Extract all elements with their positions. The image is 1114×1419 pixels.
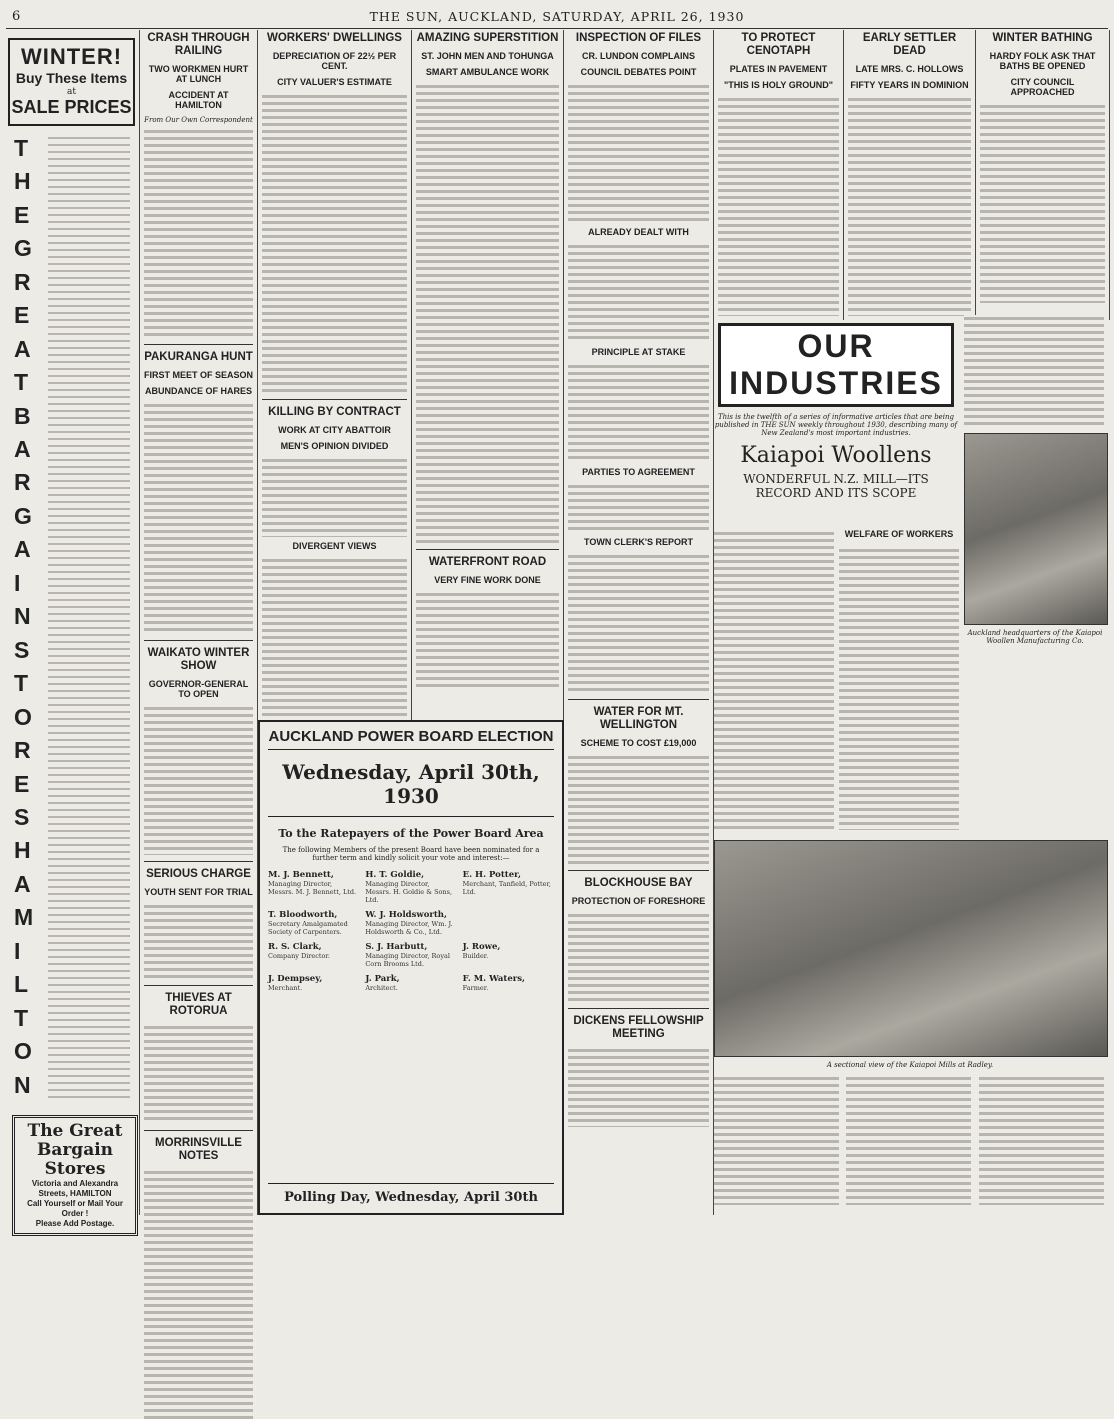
- subhead: PRINCIPLE AT STAKE: [591, 347, 686, 357]
- subhead: VERY FINE WORK DONE: [434, 575, 541, 585]
- photo-caption: Auckland headquarters of the Kaiapoi Woollen Manufacturing Co.: [967, 629, 1103, 645]
- article-crash: [140, 30, 258, 1215]
- candidate-name: E. H. Potter,: [462, 870, 521, 880]
- candidate: [365, 942, 456, 968]
- headline: AMAZING SUPERSTITION: [416, 32, 559, 44]
- body-text: [568, 243, 709, 343]
- bargain-ad-column: [4, 30, 140, 1228]
- subhead: "THIS IS HOLY GROUND": [723, 80, 834, 90]
- subhead: ABUNDANCE OF HARES: [144, 386, 252, 396]
- candidate: [463, 942, 554, 968]
- vertical-letter: G: [14, 502, 32, 529]
- vertical-letter: S: [14, 803, 30, 830]
- vertical-letter: T: [14, 1004, 29, 1031]
- body-text: [416, 591, 559, 691]
- kaiapoi-mills-photo: [714, 840, 1108, 1057]
- subhead: TWO WORKMEN HURT AT LUNCH: [148, 64, 249, 84]
- candidate-name: S. J. Harbutt,: [365, 942, 428, 952]
- headline: CRASH THROUGH RAILING: [147, 32, 250, 57]
- vertical-letter: R: [14, 469, 31, 496]
- winter-ad-header: [8, 38, 135, 126]
- candidate-description: Farmer.: [462, 984, 489, 992]
- store-address-3: Call Yourself or Mail Your: [27, 1199, 123, 1208]
- store-address-1: Victoria and Alexandra: [31, 1179, 119, 1188]
- vertical-letter: E: [14, 302, 30, 329]
- headline: WATER FOR MT. WELLINGTON: [593, 706, 684, 731]
- headline: TO PROTECT CENOTAPH: [741, 32, 816, 57]
- body-text: [144, 1024, 253, 1124]
- body-text: [964, 315, 1104, 425]
- subhead: PARTIES TO AGREEMENT: [582, 467, 695, 477]
- vertical-letter: G: [14, 235, 32, 262]
- vertical-letter: T: [14, 369, 29, 396]
- body-text: [144, 402, 253, 634]
- masthead: [6, 4, 1108, 29]
- vertical-letter: E: [14, 770, 30, 797]
- candidate-list: [268, 870, 554, 992]
- headline: EARLY SETTLER DEAD: [862, 32, 957, 57]
- subhead: MEN'S OPINION DIVIDED: [280, 441, 389, 451]
- subhead: ALREADY DEALT WITH: [588, 227, 689, 237]
- vertical-letter: T: [14, 135, 29, 161]
- candidate-description: Company Director.: [268, 952, 330, 960]
- subhead: FIRST MEET OF SEASON: [144, 370, 254, 380]
- candidate-name: J. Park,: [365, 974, 400, 984]
- winter-heading: WINTER!: [20, 44, 123, 69]
- headline: INSPECTION OF FILES: [575, 32, 702, 44]
- ad-price-list: [48, 135, 130, 1100]
- candidate: [268, 870, 359, 904]
- candidate: [365, 870, 456, 904]
- body-text: [718, 96, 839, 316]
- body-text: [839, 547, 959, 830]
- candidate-description: Merchant, Tanfield, Potter, Ltd.: [462, 880, 551, 896]
- candidate-description: Secretary Amalgamated Society of Carpenters.: [268, 920, 348, 936]
- election-address: To the Ratepayers of the Power Board Area: [278, 827, 544, 840]
- feature-subtitle: WONDERFUL N.Z. MILL—ITS RECORD AND ITS SCOPE: [743, 472, 929, 500]
- subhead: WORK AT CITY ABATTOIR: [278, 425, 391, 435]
- subhead: DEPRECIATION OF 22½ PER CENT.: [272, 51, 397, 71]
- vertical-letter: L: [14, 971, 29, 998]
- headline: WATERFRONT ROAD: [428, 556, 547, 568]
- auckland-headquarters-photo: [964, 433, 1108, 625]
- headline: THIEVES AT ROTORUA: [165, 992, 232, 1017]
- candidate: [268, 974, 359, 992]
- body-text: [568, 912, 709, 1002]
- article-early-settler: [844, 30, 976, 320]
- body-text: [846, 1075, 971, 1205]
- subhead: CITY VALUER'S ESTIMATE: [277, 77, 392, 87]
- industries-banner: OUR INDUSTRIES: [718, 323, 954, 407]
- candidate-description: Managing Director, Wm. J. Holdsworth & Co., Ltd.: [365, 920, 453, 936]
- vertical-letter: B: [14, 402, 31, 429]
- body-text: [568, 363, 709, 463]
- subhead: TOWN CLERK'S REPORT: [584, 537, 693, 547]
- body-text: [979, 1075, 1104, 1205]
- vertical-letter: N: [14, 603, 31, 630]
- headline: BLOCKHOUSE BAY: [584, 877, 693, 889]
- headline: WINTER BATHING: [992, 32, 1093, 44]
- store-address-4: Order !: [61, 1209, 89, 1218]
- bargain-stores-box: [12, 1115, 138, 1236]
- candidate: [268, 942, 359, 968]
- body-text: [848, 96, 971, 316]
- body-text: [144, 128, 253, 338]
- headline: DICKENS FELLOWSHIP MEETING: [573, 1015, 704, 1040]
- article-winter-bathing: [976, 30, 1110, 320]
- vertical-letter: N: [14, 1071, 31, 1098]
- feature-title: Kaiapoi Woollens: [740, 443, 932, 468]
- store-name-3: Stores: [44, 1159, 106, 1179]
- body-text: [568, 553, 709, 693]
- election-date: Wednesday, April 30th, 1930: [268, 760, 554, 817]
- body-text: [262, 93, 407, 393]
- body-text: [262, 457, 407, 537]
- subhead: COUNCIL DEBATES POINT: [580, 67, 697, 77]
- article-workers-dwellings: [258, 30, 412, 720]
- vertical-store-name: [8, 135, 48, 1105]
- industries-intro: This is the twelfth of a series of informative articles that are being published in THE SUN weekly throughout 1930, describing many of New Zealand's most important industries.: [714, 413, 958, 437]
- winter-sale: SALE PRICES: [11, 97, 132, 117]
- headline: SERIOUS CHARGE: [146, 868, 251, 880]
- vertical-letter: A: [14, 536, 31, 563]
- body-text: [714, 1075, 839, 1205]
- candidate-name: F. M. Waters,: [462, 974, 525, 984]
- vertical-letter: O: [14, 703, 32, 730]
- photo-caption: A sectional view of the Kaiapoi Mills at Radley.: [826, 1061, 994, 1069]
- byline: From Our Own Correspondent: [144, 116, 253, 124]
- body-text: [568, 83, 709, 223]
- subhead: GOVERNOR-GENERAL TO OPEN: [148, 679, 249, 699]
- candidate: [268, 910, 359, 936]
- article-superstition: [412, 30, 564, 720]
- winter-line: Buy These Items: [15, 70, 128, 86]
- page-number: 6: [12, 9, 21, 24]
- election-title: AUCKLAND POWER BOARD ELECTION: [268, 728, 554, 750]
- store-name-1: The Great: [27, 1121, 123, 1141]
- candidate: [365, 974, 456, 992]
- subhead: LATE MRS. C. HOLLOWS: [855, 64, 964, 74]
- candidate-description: Merchant.: [268, 984, 303, 992]
- subhead: YOUTH SENT FOR TRIAL: [144, 887, 253, 897]
- headline: PAKURANGA HUNT: [144, 351, 253, 363]
- vertical-letter: R: [14, 737, 31, 764]
- body-text: [568, 1047, 709, 1127]
- vertical-letter: H: [14, 837, 31, 864]
- headline: WAIKATO WINTER SHOW: [147, 647, 250, 672]
- candidate: [463, 870, 554, 904]
- candidate-description: Managing Director, Royal Corn Brooms Ltd.: [365, 952, 450, 968]
- subhead: PLATES IN PAVEMENT: [729, 64, 828, 74]
- store-name-2: Bargain: [36, 1140, 114, 1160]
- candidate: [365, 910, 456, 936]
- vertical-letter: T: [14, 670, 29, 697]
- body-text: [144, 903, 253, 979]
- winter-at: at: [67, 87, 76, 97]
- body-text: [144, 1169, 253, 1419]
- candidate-name: H. T. Goldie,: [365, 870, 425, 880]
- candidate: [463, 974, 554, 992]
- subhead: ST. JOHN MEN AND TOHUNGA: [421, 51, 554, 61]
- subhead: HARDY FOLK ASK THAT BATHS BE OPENED: [989, 51, 1096, 71]
- body-text: [416, 83, 559, 543]
- masthead-title: THE SUN, AUCKLAND, SATURDAY, APRIL 26, 1930: [369, 9, 745, 24]
- vertical-letter: A: [14, 870, 31, 897]
- headline: KILLING BY CONTRACT: [268, 406, 401, 418]
- headline: WORKERS' DWELLINGS: [267, 32, 402, 44]
- vertical-letter: M: [14, 904, 34, 931]
- body-text: [714, 530, 834, 830]
- vertical-letter: E: [14, 201, 30, 228]
- subhead: PROTECTION OF FORESHORE: [571, 896, 706, 906]
- candidate-description: Architect.: [365, 984, 398, 992]
- body-text: [568, 754, 709, 864]
- subhead: DIVERGENT VIEWS: [292, 541, 377, 551]
- subhead: ACCIDENT AT HAMILTON: [168, 90, 229, 110]
- candidate-name: W. J. Holdsworth,: [365, 910, 447, 920]
- candidate-name: R. S. Clark,: [268, 942, 322, 952]
- body-text: [262, 557, 407, 717]
- body-text: [568, 483, 709, 533]
- vertical-letter: I: [14, 937, 21, 964]
- candidate-name: J. Rowe,: [462, 942, 501, 952]
- our-industries-feature: [714, 315, 1108, 1215]
- body-text: [980, 103, 1105, 303]
- candidate-description: Managing Director, Messrs. H. Goldie & Sons, Ltd.: [365, 880, 453, 904]
- subhead: WELFARE OF WORKERS: [844, 529, 954, 539]
- candidate-name: M. J. Bennett,: [268, 870, 334, 880]
- store-address-2: Streets, HAMILTON: [38, 1189, 112, 1198]
- election-intro: The following Members of the present Board have been nominated for a further term and kindly solicit your vote and interest:—: [282, 846, 540, 862]
- vertical-letter: A: [14, 335, 31, 362]
- vertical-letter: S: [14, 636, 30, 663]
- vertical-letter: I: [14, 569, 21, 596]
- article-cenotaph: [714, 30, 844, 320]
- vertical-letter: H: [14, 168, 31, 195]
- power-board-election-ad: [258, 720, 564, 1215]
- store-address-5: Please Add Postage.: [35, 1219, 115, 1228]
- candidate: [463, 910, 554, 936]
- candidate-name: T. Bloodworth,: [268, 910, 338, 920]
- vertical-letter: R: [14, 268, 31, 295]
- subhead: FIFTY YEARS IN DOMINION: [850, 80, 969, 90]
- candidate-description: Managing Director, Messrs. M. J. Bennett, Ltd.: [268, 880, 357, 896]
- subhead: SMART AMBULANCE WORK: [425, 67, 550, 77]
- candidate-name: J. Dempsey,: [268, 974, 323, 984]
- article-inspection-files: [564, 30, 714, 1215]
- vertical-letter: A: [14, 436, 31, 463]
- subhead: SCHEME TO COST £19,000: [580, 738, 697, 748]
- subhead: CR. LUNDON COMPLAINS: [582, 51, 695, 61]
- candidate-description: Builder.: [462, 952, 489, 960]
- body-text: [144, 705, 253, 855]
- vertical-letter: O: [14, 1038, 32, 1065]
- headline: MORRINSVILLE NOTES: [155, 1137, 242, 1162]
- subhead: CITY COUNCIL APPROACHED: [1010, 77, 1075, 97]
- polling-day: Polling Day, Wednesday, April 30th: [268, 1183, 554, 1205]
